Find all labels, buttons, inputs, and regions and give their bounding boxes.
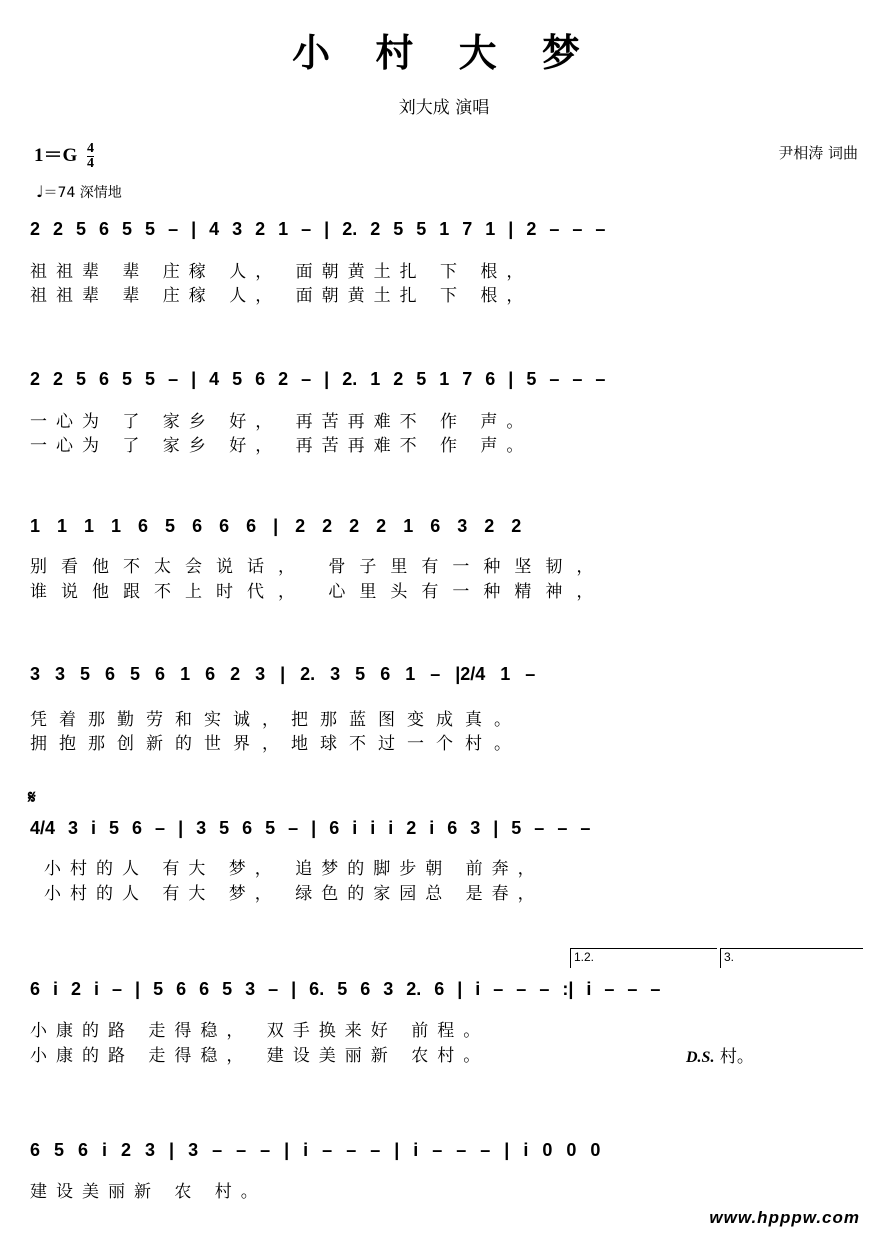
tempo-text: ＝74 深情地 (43, 185, 122, 201)
quarter-note-icon: ♩ (36, 182, 44, 201)
lyric-row: 一心为 了 家乡 好， 再苦再难不 作 声。 (30, 412, 533, 432)
lyric-row: 祖祖辈 辈 庄稼 人， 面朝黄土扎 下 根， (30, 262, 533, 282)
watermark-url: www.hpppw.com (709, 1208, 860, 1227)
lyric-row: 小村的人 有大 梦， 绿色的家园总 是春， (44, 884, 544, 904)
notation-row: 6 i 2 i – | 5 6 6 5 3 – | 6. 5 6 3 2. 6 | i – – – :| i – – – (30, 979, 661, 999)
time-denominator: 4 (87, 156, 95, 172)
lyric-row: 别看他不太会说话， 骨子里有一种坚韧， (30, 557, 608, 577)
song-title: 小 村 大 梦 (292, 30, 596, 75)
notation-row: 1 1 1 1 6 5 6 6 6 | 2 2 2 2 1 6 3 2 2 (30, 516, 522, 536)
notation-row: 4/4 3 i 5 6 – | 3 5 6 5 – | 6 i i i 2 i 6 3 | 5 – – – (30, 818, 591, 838)
lyric-row: 拥抱那创新的世界，地球不过一个村。 (30, 734, 523, 754)
composer-credit: 尹相涛 词曲 (778, 144, 858, 162)
singer-credit: 刘大成 演唱 (398, 98, 490, 118)
key-signature (34, 140, 94, 171)
volta-bracket (720, 948, 863, 968)
ds-label: D.S. (686, 1049, 715, 1066)
volta-label: 3. (724, 950, 735, 964)
segno-icon: 𝄋 (28, 787, 36, 807)
notation-row: 2 2 5 6 5 5 – | 4 3 2 1 – | 2. 2 5 5 1 7 1 | 2 – – – (30, 219, 606, 239)
volta-label: 1.2. (574, 950, 595, 964)
lyric-row: 小康的路 走得稳， 建设美丽新 农村。 (30, 1046, 490, 1066)
ds-marking (686, 1042, 754, 1067)
ds-lyric: 村。 (719, 1047, 754, 1067)
lyric-row: 祖祖辈 辈 庄稼 人， 面朝黄土扎 下 根， (30, 286, 533, 306)
lyric-row: 凭着那勤劳和实诚，把那蓝图变成真。 (30, 710, 523, 730)
lyric-row: 建设美丽新 农 村。 (30, 1182, 267, 1202)
notation-row: 2 2 5 6 5 5 – | 4 5 6 2 – | 2. 1 2 5 1 7 6 | 5 – – – (30, 369, 606, 389)
notation-row: 6 5 6 i 2 3 | 3 – – – | i – – – | i – – – | i 0 0 0 (30, 1140, 601, 1160)
key-text: 1＝G (34, 145, 78, 166)
notation-row: 3 3 5 6 5 6 1 6 2 3 | 2. 3 5 6 1 – |2/4 1 – (30, 664, 536, 684)
score-line-4 (30, 664, 864, 708)
time-signature (87, 142, 94, 171)
lyric-row: 谁说他跟不上时代， 心里头有一种精神， (30, 582, 608, 602)
lyric-row: 一心为 了 家乡 好， 再苦再难不 作 声。 (30, 436, 533, 456)
time-numerator: 4 (87, 141, 95, 157)
tempo-marking (36, 182, 122, 202)
lyric-row: 小村的人 有大 梦， 追梦的脚步朝 前奔， (44, 859, 544, 879)
volta-bracket (570, 948, 717, 968)
lyric-row: 小康的路 走得稳， 双手换来好 前程。 (30, 1021, 490, 1041)
